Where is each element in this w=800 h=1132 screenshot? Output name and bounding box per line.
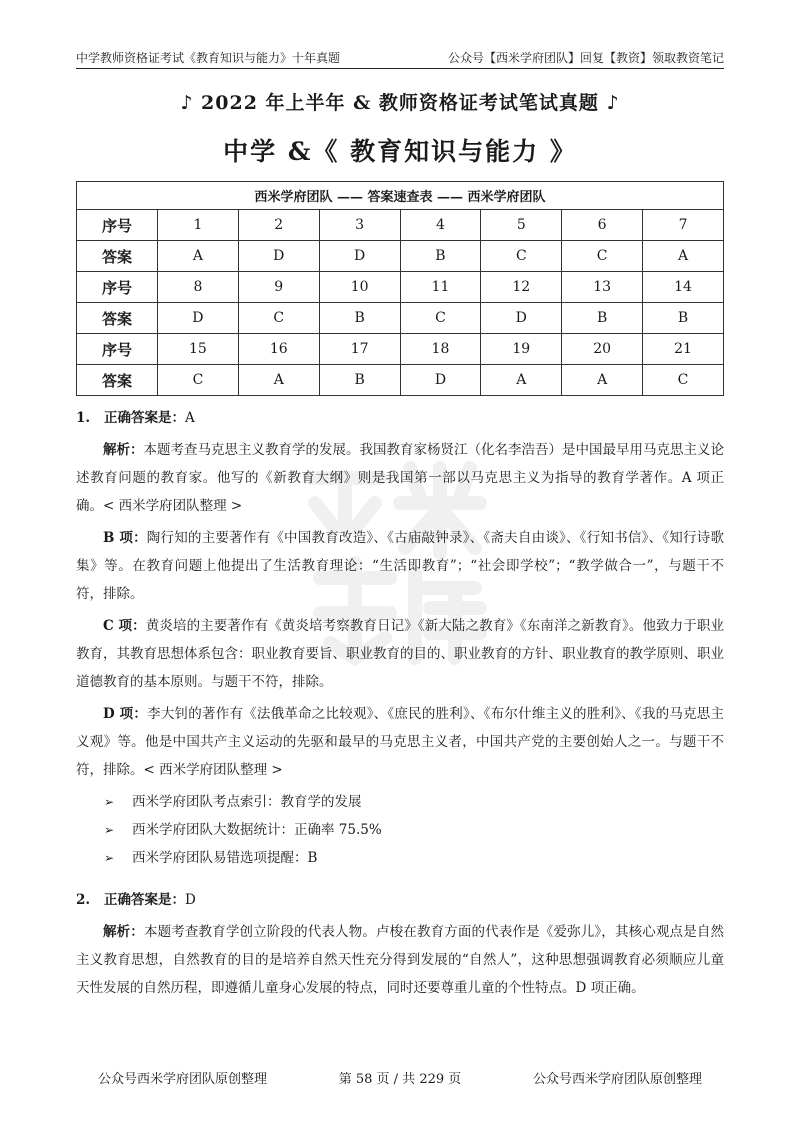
table-cell: 15 xyxy=(158,334,239,365)
table-cell: C xyxy=(238,303,319,334)
table-cell: 17 xyxy=(319,334,400,365)
table-cell: 2 xyxy=(238,210,319,241)
answer-explanations xyxy=(76,404,724,1006)
footer-left-text: 公众号西米学府团队原创整理 xyxy=(98,1072,268,1087)
table-cell: C xyxy=(643,365,724,396)
explanation-paragraph xyxy=(76,700,724,784)
list-item xyxy=(104,844,724,872)
table-row xyxy=(77,365,724,396)
table-caption: 西米学府团队 —— 答案速查表 —— 西米学府团队 xyxy=(77,182,724,210)
table-cell: A xyxy=(238,365,319,396)
answer-label: 正确答案是： xyxy=(104,892,185,908)
paragraph-label: C 项： xyxy=(103,618,146,634)
list-item xyxy=(104,788,724,816)
footer-right-text: 公众号西米学府团队原创整理 xyxy=(532,1072,702,1087)
table-row xyxy=(77,241,724,272)
table-cell: 12 xyxy=(481,272,562,303)
arrow-bullet-icon: ➢ xyxy=(104,823,115,837)
table-cell: 5 xyxy=(481,210,562,241)
table-cell: 14 xyxy=(643,272,724,303)
bullet-text: 西米学府团队考点索引：教育学的发展 xyxy=(132,794,362,810)
table-cell: 18 xyxy=(400,334,481,365)
explanation-paragraph xyxy=(76,524,724,608)
row-label: 序号 xyxy=(77,334,158,365)
table-cell: C xyxy=(400,303,481,334)
answer-value: A xyxy=(185,410,195,426)
header-left-text: 中学教师资格证考试《教育知识与能力》十年真题 xyxy=(76,51,341,65)
table-row xyxy=(77,303,724,334)
paragraph-text: 李大钊的著作有《法俄革命之比较观》、《庶民的胜利》、《布尔什维主义的胜利》、《我的马克思主义观》等。他是中国共产主义运动的先驱和最早的马克思主义者，中国共产党的主要创始人之一。与题干不符，排除。< 西米学府团队整理 > xyxy=(76,706,724,778)
row-label: 答案 xyxy=(77,365,158,396)
table-row xyxy=(77,272,724,303)
explanation-paragraph xyxy=(76,612,724,696)
paragraph-label: 解析： xyxy=(103,924,144,940)
paragraph-label: 解析： xyxy=(103,442,144,458)
row-label: 序号 xyxy=(77,272,158,303)
table-cell: 3 xyxy=(319,210,400,241)
table-caption-row xyxy=(77,182,724,210)
arrow-bullet-icon: ➢ xyxy=(104,795,115,809)
table-cell: 8 xyxy=(158,272,239,303)
list-item xyxy=(104,816,724,844)
table-cell: 16 xyxy=(238,334,319,365)
table-cell: C xyxy=(562,241,643,272)
table-cell: B xyxy=(319,303,400,334)
explanation-paragraph xyxy=(76,436,724,520)
page-number: 第 58 页 / 共 229 页 xyxy=(338,1072,462,1087)
paragraph-text: 本题考查马克思主义教育学的发展。我国教育家杨贤江（化名李浩吾）是中国最早用马克思主义论述教育问题的教育家。他写的《新教育大纲》则是我国第一部以马克思主义为指导的教育学著作。A 项正确。< 西米学府团队整理 > xyxy=(76,442,724,514)
table-cell: B xyxy=(643,303,724,334)
question-2-header xyxy=(76,886,724,914)
table-cell: 9 xyxy=(238,272,319,303)
table-cell: B xyxy=(319,365,400,396)
table-row xyxy=(77,210,724,241)
bullet-text: 西米学府团队易错选项提醒：B xyxy=(132,850,318,866)
table-cell: 7 xyxy=(643,210,724,241)
table-cell: A xyxy=(481,365,562,396)
question-number: 1. xyxy=(76,410,91,426)
explanation-paragraph xyxy=(76,918,724,1002)
table-cell: C xyxy=(481,241,562,272)
table-cell: D xyxy=(481,303,562,334)
paragraph-text: 黄炎培的主要著作有《黄炎培考察教育日记》《新大陆之教育》《东南洋之新教育》。他致力于职业教育，其教育思想体系包含：职业教育要旨、职业教育的目的、职业教育的方针、职业教育的教学原则、职业道德教育的基本原则。与题干不符，排除。 xyxy=(76,618,724,690)
paragraph-text: 陶行知的主要著作有《中国教育改造》、《古庙敲钟录》、《斋夫自由谈》、《行知书信》、《知行诗歌集》等。在教育问题上他提出了生活教育理论：“生活即教育”；“社会即学校”；“教学做合一”，与题干不符，排除。 xyxy=(76,530,724,602)
table-cell: B xyxy=(400,241,481,272)
paragraph-label: D 项： xyxy=(103,706,148,722)
question-number: 2. xyxy=(76,892,91,908)
arrow-bullet-icon: ➢ xyxy=(104,851,115,865)
table-cell: 10 xyxy=(319,272,400,303)
table-cell: A xyxy=(643,241,724,272)
table-cell: 6 xyxy=(562,210,643,241)
table-cell: D xyxy=(158,303,239,334)
table-cell: A xyxy=(158,241,239,272)
answer-table xyxy=(76,181,724,396)
paragraph-text: 本题考查教育学创立阶段的代表人物。卢梭在教育方面的代表作是《爱弥儿》，其核心观点是自然主义教育思想，自然教育的目的是培养自然天性充分得到发展的“自然人”，这种思想强调教育必须顺应儿童天性发展的自然历程，即遵循儿童身心发展的特点，同时还要尊重儿童的个性特点。D 项正确。 xyxy=(76,924,725,996)
answer-label: 正确答案是： xyxy=(104,410,185,426)
question-1-header xyxy=(76,404,724,432)
table-cell: D xyxy=(400,365,481,396)
table-row xyxy=(77,334,724,365)
header-right-text: 公众号【西米学府团队】回复【教资】领取教资笔记 xyxy=(447,51,724,65)
row-label: 答案 xyxy=(77,303,158,334)
table-cell: 11 xyxy=(400,272,481,303)
bullet-text: 西米学府团队大数据统计：正确率 75.5% xyxy=(132,822,382,838)
table-cell: 1 xyxy=(158,210,239,241)
table-cell: D xyxy=(319,241,400,272)
table-cell: C xyxy=(158,365,239,396)
page-header xyxy=(76,44,724,69)
table-cell: A xyxy=(562,365,643,396)
table-cell: B xyxy=(562,303,643,334)
row-label: 序号 xyxy=(77,210,158,241)
table-cell: D xyxy=(238,241,319,272)
table-cell: 4 xyxy=(400,210,481,241)
table-cell: 21 xyxy=(643,334,724,365)
subject-title: 中学 &《 教育知识与能力 》 xyxy=(223,137,577,166)
row-label: 答案 xyxy=(77,241,158,272)
answer-value: D xyxy=(185,892,196,908)
paragraph-label: B 项： xyxy=(103,530,147,546)
exam-title: ♪ 2022 年上半年 & 教师资格证考试笔试真题 ♪ xyxy=(180,92,620,114)
table-cell: 13 xyxy=(562,272,643,303)
page-footer xyxy=(98,1068,702,1087)
table-cell: 19 xyxy=(481,334,562,365)
table-cell: 20 xyxy=(562,334,643,365)
